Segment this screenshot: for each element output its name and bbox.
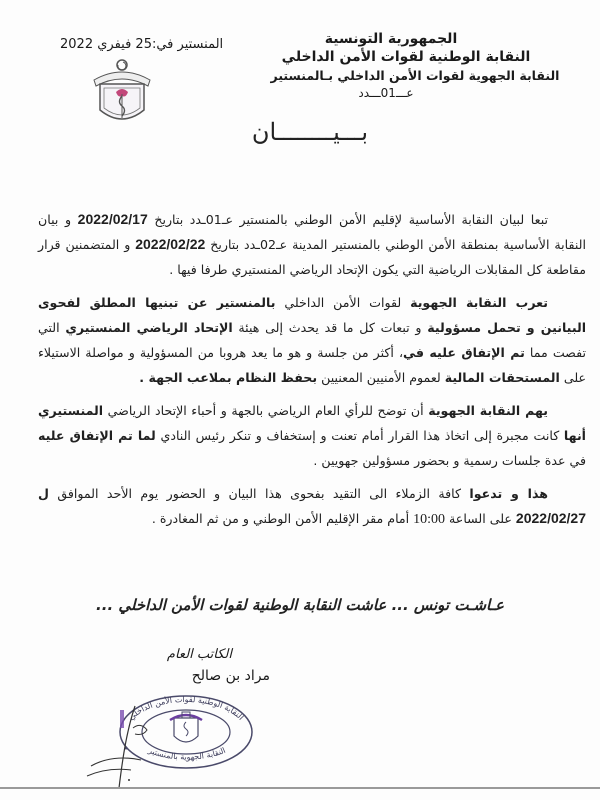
text-run: أمام مقر الإقليم الأمن الوطني و من ثم المغادرة .	[151, 511, 414, 526]
text-run: لعموم الأمنيين المعنيين	[317, 370, 445, 385]
text-run: و تبعات كل ما قد يحدث إلى هيئة	[232, 320, 428, 335]
text-run: على الساعة	[445, 511, 516, 526]
text-run: أن توضح للرأي العام الرياضي بالجهة و أحباء الإتحاد الرياضي	[103, 403, 429, 418]
country-name: الجمهورية التونسية	[324, 31, 458, 47]
paragraph-1	[38, 207, 586, 282]
text-run: المنستيري أنها	[38, 403, 586, 443]
time-value: 10:00	[413, 512, 446, 527]
union-emblem-icon	[90, 58, 154, 128]
text-run: كانت مجبرة إلى اتخاذ هذا القرار أمام تعنت و إستخفاف و تنكر رئيس النادي	[155, 428, 564, 443]
text-run: تعرب النقابة الجهوية	[410, 295, 548, 310]
text-run: تبعا لبيان النقابة الأساسية لإقليم الأمن الوطني بالمنستير عـ01ـدد بتاريخ	[147, 212, 549, 227]
regional-union-name: النقابة الجهوية لقوات الأمن الداخلي بـالمنستير	[270, 68, 560, 83]
date-value: 2022/02/22	[135, 236, 206, 252]
text-run: الإتحاد الرياضي المنستيري	[65, 320, 233, 335]
paragraph-2	[38, 290, 586, 390]
text-run: لما تم الإتفاق عليه	[38, 428, 156, 443]
paragraph-indent	[548, 212, 586, 227]
signer-name: مراد بن صالح	[191, 668, 270, 684]
signer-role: الكاتب العام	[166, 647, 232, 662]
letterhead	[246, 31, 576, 102]
paragraph-indent	[548, 295, 586, 310]
text-run: و المتضمنين قرار مقاطعة كل المقابلات الرياضية التي يكون الإتحاد الرياضي المنستيري طرفا فيها .	[38, 237, 586, 277]
text-run: التي تفصت مما	[38, 320, 586, 360]
text-run: لقوات الأمن الداخلي	[275, 295, 411, 310]
statement-body	[38, 207, 586, 532]
text-run: ل	[38, 486, 49, 501]
paragraph-3	[38, 398, 586, 473]
text-run: بحفظ النظام بملاعب الجهة .	[139, 370, 318, 385]
national-union-name: النقابة الوطنية لقوات الأمن الداخلي	[281, 49, 531, 65]
text-run: تم الإتفاق عليه في	[403, 345, 525, 360]
signature-block	[100, 645, 270, 687]
paragraph-4	[38, 481, 586, 532]
document-title: بـــيــــــــان	[251, 118, 369, 146]
reference-number: عـــ01ـــدد	[358, 86, 414, 100]
text-run: و بيان النقابة الأساسية بمنطقة الأمن الوطني بالمنستير المدينة عـ02ـدد بتاريخ	[38, 212, 586, 252]
text-run: المستحقات المالية	[444, 370, 560, 385]
paragraph-indent	[548, 403, 586, 418]
stamp-top-text: النقابة الوطنية لقوات الأمن الداخلي	[126, 694, 246, 722]
text-run: ، أكثر من جلسة و هو ما يعد هروبا من المسؤولية و مواصلة الاستيلاء على	[38, 345, 586, 385]
text-run: يهم النقابة الجهوية	[428, 403, 548, 418]
text-run: كافة الزملاء الى التقيد بفحوى هذا البيان و الحضور يوم الأحد الموافق	[48, 486, 470, 501]
date-value: 2022/02/17	[77, 211, 148, 227]
handwritten-signature	[85, 700, 165, 790]
text-run: في عدة جلسات رسمية و بحضور مسؤولين جهويين .	[313, 453, 586, 468]
paragraph-indent	[548, 486, 586, 501]
place-and-date: المنستير في:25 فيفري 2022	[60, 37, 224, 52]
text-run: هذا و تدعوا	[469, 486, 548, 501]
closing-slogan: عـاشـت تونس ... عاشت النقابة الوطنية لقوات الأمن الداخلي ...	[96, 596, 504, 614]
page-bottom-edge	[0, 787, 600, 789]
date-value: 2022/02/27	[515, 510, 586, 526]
text-run: بالمنستير عن تبنيها المطلق لفحوى البيانين و تحمل مسؤولية	[38, 295, 587, 335]
stamp-bottom-text: النقابة الجهوية بالمنستير	[147, 745, 227, 762]
